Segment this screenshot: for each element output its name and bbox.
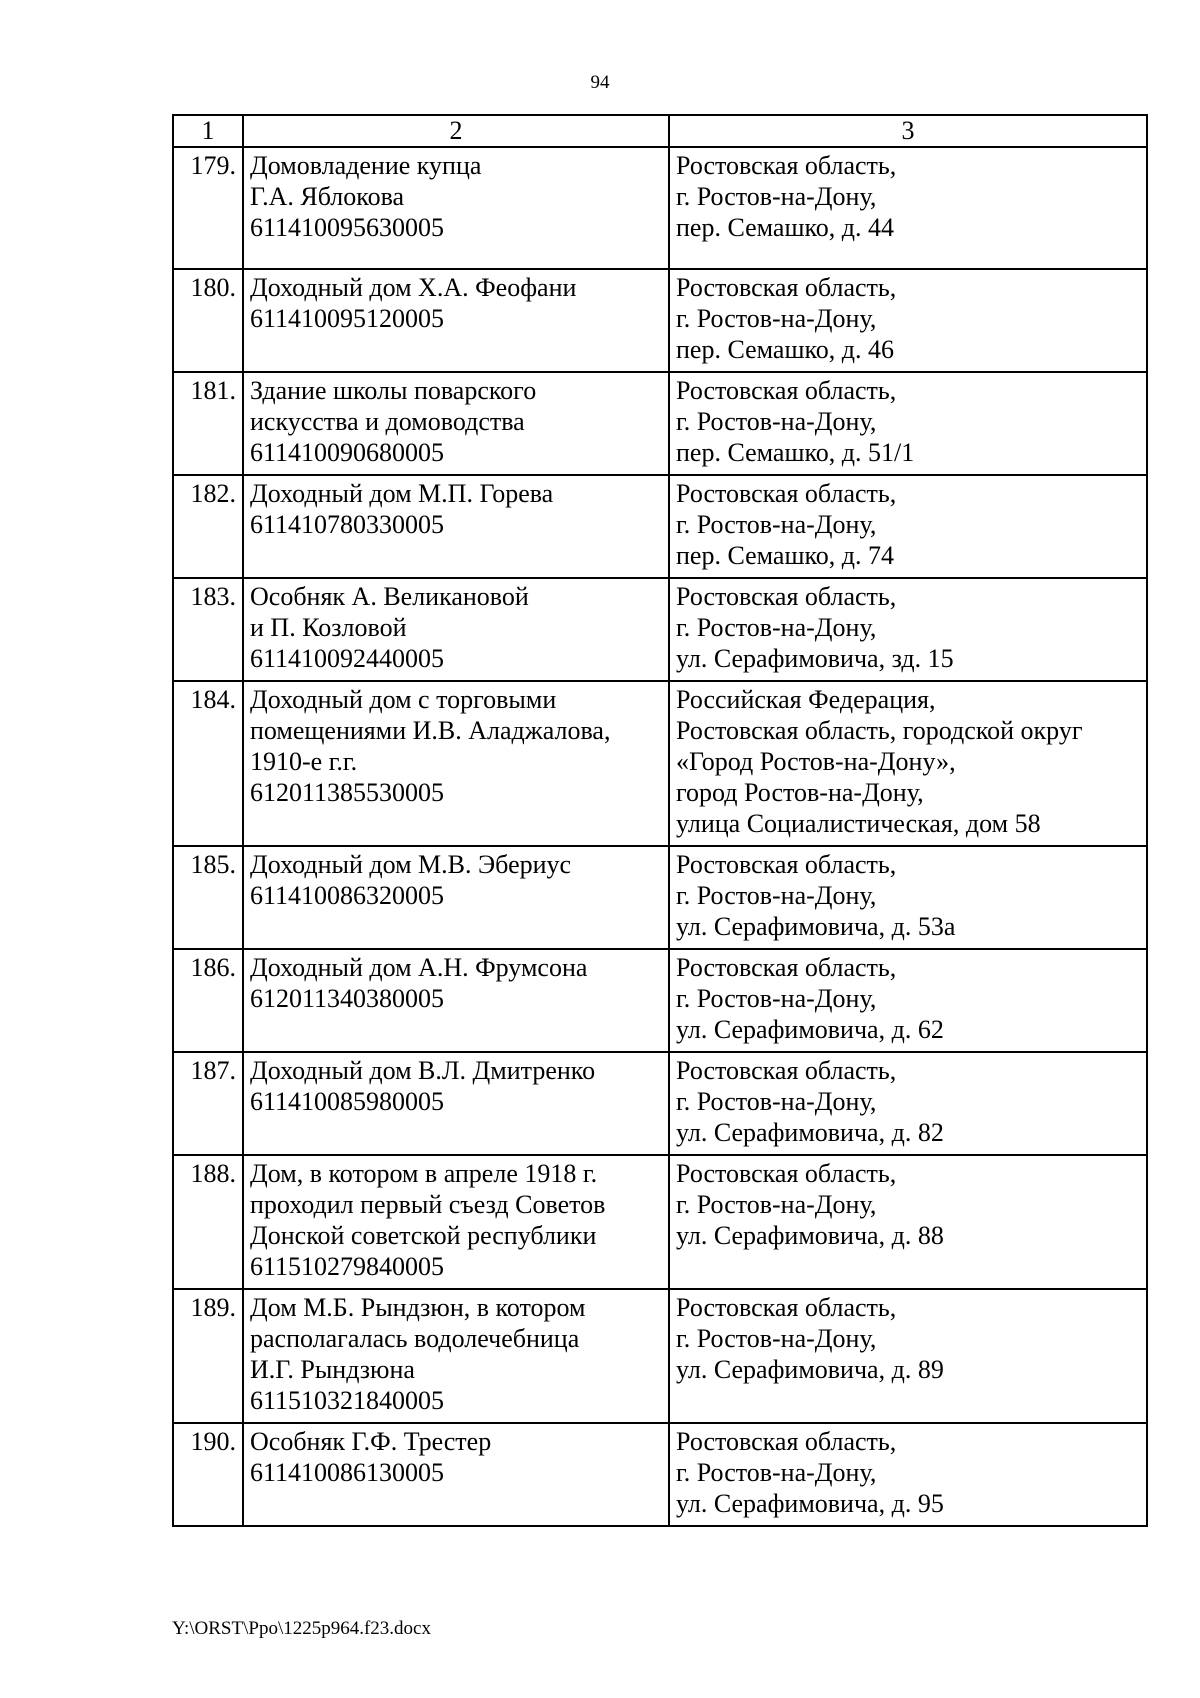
object-name: Особняк А. Великановой и П. Козловой 611410092440005: [243, 578, 669, 681]
object-address: Ростовская область, г. Ростов-на-Дону, ул. Серафимовича, зд. 15: [669, 578, 1147, 681]
table-row: [173, 681, 1147, 846]
table-row: [173, 1423, 1147, 1526]
table-row: [173, 475, 1147, 578]
object-name: Доходный дом В.Л. Дмитренко 611410085980005: [243, 1052, 669, 1155]
object-address: Ростовская область, г. Ростов-на-Дону, ул. Серафимовича, д. 89: [669, 1289, 1147, 1423]
object-address: Ростовская область, г. Ростов-на-Дону, ул. Серафимовича, д. 53а: [669, 846, 1147, 949]
row-number: 188.: [173, 1155, 243, 1289]
row-number: 183.: [173, 578, 243, 681]
row-number: 184.: [173, 681, 243, 846]
table-row: [173, 372, 1147, 475]
row-number: 179.: [173, 147, 243, 269]
object-name: Дом М.Б. Рындзюн, в котором располагалась водолечебница И.Г. Рындзюна 611510321840005: [243, 1289, 669, 1423]
page-number: 94: [590, 72, 610, 93]
table-row: [173, 147, 1147, 269]
row-number: 185.: [173, 846, 243, 949]
object-address: Российская Федерация, Ростовская область, городской округ «Город Ростов-на-Дону», город Ростов-на-Дону, улица Социалистическая, дом 58: [669, 681, 1147, 846]
table-row: [173, 1052, 1147, 1155]
table-row: [173, 1155, 1147, 1289]
object-name: Доходный дом с торговыми помещениями И.В. Аладжалова, 1910-е г.г. 612011385530005: [243, 681, 669, 846]
object-address: Ростовская область, г. Ростов-на-Дону, ул. Серафимовича, д. 82: [669, 1052, 1147, 1155]
object-name: Дом, в котором в апреле 1918 г. проходил первый съезд Советов Донской советской республики 611510279840005: [243, 1155, 669, 1289]
table-row: [173, 1289, 1147, 1423]
object-address: Ростовская область, г. Ростов-на-Дону, ул. Серафимовича, д. 88: [669, 1155, 1147, 1289]
table-row: [173, 949, 1147, 1052]
heritage-registry-table: [172, 114, 1148, 1527]
object-address: Ростовская область, г. Ростов-на-Дону, пер. Семашко, д. 74: [669, 475, 1147, 578]
row-number: 180.: [173, 269, 243, 372]
document-file-path: Y:\ORST\Ppo\1225p964.f23.docx: [172, 1618, 431, 1639]
table-row: [173, 269, 1147, 372]
object-address: Ростовская область, г. Ростов-на-Дону, ул. Серафимовича, д. 95: [669, 1423, 1147, 1526]
object-name: Доходный дом М.П. Горева 611410780330005: [243, 475, 669, 578]
table-header-row: [173, 115, 1147, 147]
object-address: Ростовская область, г. Ростов-на-Дону, ул. Серафимовича, д. 62: [669, 949, 1147, 1052]
object-name: Доходный дом М.В. Эбериус 611410086320005: [243, 846, 669, 949]
object-name: Домовладение купца Г.А. Яблокова 611410095630005: [243, 147, 669, 269]
row-number: 187.: [173, 1052, 243, 1155]
row-number: 181.: [173, 372, 243, 475]
table-row: [173, 846, 1147, 949]
object-address: Ростовская область, г. Ростов-на-Дону, пер. Семашко, д. 44: [669, 147, 1147, 269]
row-number: 182.: [173, 475, 243, 578]
object-address: Ростовская область, г. Ростов-на-Дону, пер. Семашко, д. 51/1: [669, 372, 1147, 475]
object-address: Ростовская область, г. Ростов-на-Дону, пер. Семашко, д. 46: [669, 269, 1147, 372]
object-name: Доходный дом А.Н. Фрумсона 612011340380005: [243, 949, 669, 1052]
column-header-number: 1: [173, 115, 243, 147]
object-name: Особняк Г.Ф. Трестер 611410086130005: [243, 1423, 669, 1526]
table-row: [173, 578, 1147, 681]
object-name: Здание школы поварского искусства и домоводства 611410090680005: [243, 372, 669, 475]
column-header-name: 2: [243, 115, 669, 147]
row-number: 190.: [173, 1423, 243, 1526]
row-number: 186.: [173, 949, 243, 1052]
column-header-address: 3: [669, 115, 1147, 147]
row-number: 189.: [173, 1289, 243, 1423]
object-name: Доходный дом Х.А. Феофани 611410095120005: [243, 269, 669, 372]
